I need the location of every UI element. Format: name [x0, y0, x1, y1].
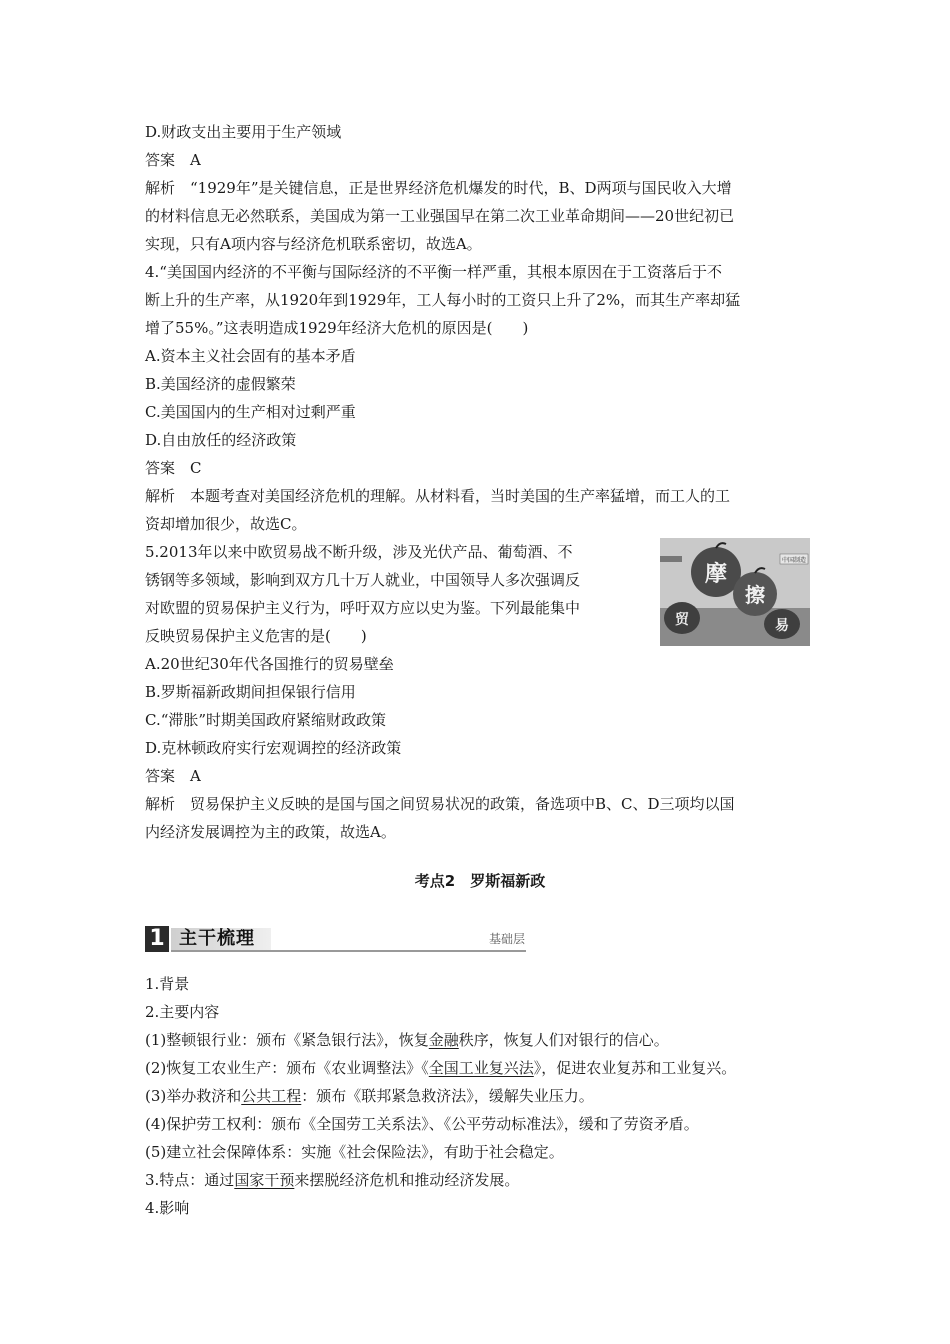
banner-rule: [171, 950, 526, 952]
analysis-q5-cont: 内经济发展调控为主的政策，故选A。: [145, 823, 396, 841]
option-d-q5: D.克林顿政府实行宏观调控的经济政策: [145, 739, 402, 757]
answer-q4: 答案 C: [145, 459, 202, 477]
option-c-q4: C.美国国内的生产相对过剩严重: [145, 403, 356, 421]
point-2-1: (1)整顿银行业：颁布《紧急银行法》，恢复金融秩序，恢复人们对银行的信心。: [145, 1031, 669, 1049]
point-3: 3.特点：通过国家干预来摆脱经济危机和推动经济发展。: [145, 1171, 520, 1189]
analysis-q4: 解析 本题考查对美国经济危机的理解。从材料看，当时美国的生产率猛增，而工人的工: [145, 487, 731, 505]
question-5-cont: 反映贸易保护主义危害的是( ): [145, 627, 367, 645]
question-5-cont: 对欧盟的贸易保护主义行为，呼吁双方应以史为鉴。下列最能集中: [145, 599, 581, 617]
point-1: 1.背景: [145, 975, 190, 993]
option-b-q5: B.罗斯福新政期间担保银行信用: [145, 683, 356, 701]
answer-q5: 答案 A: [145, 767, 201, 785]
made-in-china-sign: 中国制造: [781, 557, 807, 564]
analysis-q3-cont: 的材料信息无必然联系，美国成为第一工业强国早在第二次工业革命期间——20世纪初已: [145, 207, 735, 225]
analysis-q5: 解析 贸易保护主义反映的是国与国之间贸易状况的政策，备选项中B、C、D三项均以国: [145, 795, 735, 813]
option-c-q5: C.“滞胀”时期美国政府紧缩财政政策: [145, 711, 387, 729]
option-d-q3: D.财政支出主要用于生产领域: [145, 123, 342, 141]
glove-label-right: 易: [775, 618, 789, 634]
analysis-q3-cont: 实现，只有A项内容与经济危机联系密切，故选A。: [145, 235, 482, 253]
option-d-q4: D.自由放任的经济政策: [145, 431, 297, 449]
question-4-cont: 增了55%。”这表明造成1929年经济大危机的原因是( ): [145, 319, 529, 337]
point-2-2: (2)恢复工农业生产：颁布《农业调整法》《全国工业复兴法》，促进农业复苏和工业复兴。: [145, 1059, 737, 1077]
banner-level: 基础层: [488, 932, 525, 946]
point-2-3: (3)举办救济和公共工程：颁布《联邦紧急救济法》，缓解失业压力。: [145, 1087, 594, 1105]
point-2: 2.主要内容: [145, 1003, 220, 1021]
option-a-q4: A.资本主义社会固有的基本矛盾: [145, 347, 356, 365]
apple-label-right: 擦: [745, 583, 765, 607]
analysis-q3: 解析 “1929年”是关键信息，正是世界经济危机爆发的时代，B、D两项与国民收入大增: [145, 179, 732, 197]
glove-label-left: 贸: [675, 612, 689, 628]
question-4: 4.“美国国内经济的不平衡与国际经济的不平衡一样严重，其根本原因在于工资落后于不: [145, 263, 722, 281]
section-title: 考点2 罗斯福新政: [414, 872, 546, 890]
banner-title: 主干梳理: [179, 928, 255, 949]
question-4-cont: 断上升的生产率，从1920年到1929年，工人每小时的工资只上升了2%，而其生产率却猛: [145, 291, 741, 309]
option-a-q5: A.20世纪30年代各国推行的贸易壁垒: [145, 655, 394, 673]
question-5: 5.2013年以来中欧贸易战不断升级，涉及光伏产品、葡萄酒、不: [145, 543, 573, 561]
point-2-5: (5)建立社会保障体系：实施《社会保险法》，有助于社会稳定。: [145, 1143, 564, 1161]
question-5-cont: 锈钢等多领域，影响到双方几十万人就业，中国领导人多次强调反: [145, 571, 581, 589]
banner-number: 1: [145, 926, 169, 952]
apple-label-left: 摩: [704, 562, 728, 587]
analysis-q4-cont: 资却增加很少，故选C。: [145, 515, 307, 533]
trade-war-illustration: [660, 538, 810, 646]
point-2-4: (4)保护劳工权利：颁布《全国劳工关系法》、《公平劳动标准法》，缓和了劳资矛盾。: [145, 1115, 699, 1133]
point-4: 4.影响: [145, 1199, 190, 1217]
option-b-q4: B.美国经济的虚假繁荣: [145, 375, 296, 393]
section-banner: [145, 926, 525, 952]
answer-q3: 答案 A: [145, 151, 201, 169]
